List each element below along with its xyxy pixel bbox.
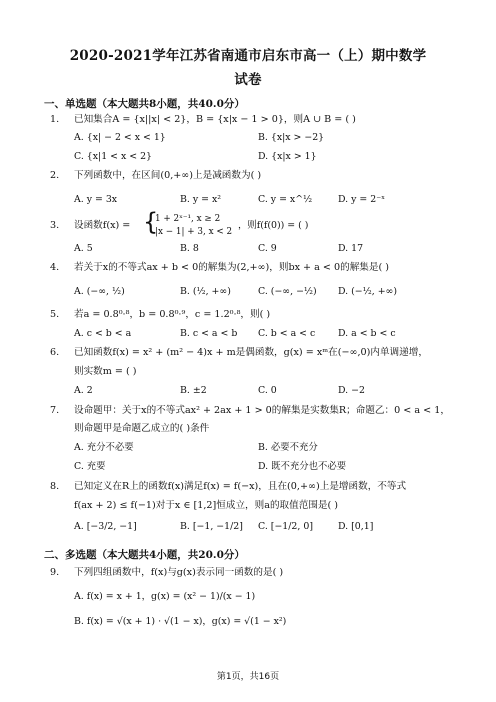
option: C. [−1/2, 0]	[258, 521, 313, 532]
option: B. c < a < b	[180, 328, 238, 339]
option: C. 充要	[74, 461, 106, 472]
option: A. 充分不必要	[74, 442, 134, 453]
question-number: 8.	[50, 481, 60, 492]
option: C. 9	[258, 243, 277, 254]
option: D. [0,1]	[338, 521, 374, 532]
option: C. {x|1 < x < 2}	[74, 151, 153, 162]
question-stem: 设函数f(x) =	[74, 220, 131, 231]
option: B. 必要不充分	[258, 442, 318, 453]
doc-title-line1: 2020-2021学年江苏省南通市启东市高一（上）期中数学	[69, 48, 427, 64]
option: D. y = 2⁻ˣ	[338, 194, 386, 205]
question-stem: 已知函数f(x) = x² + (m² − 4)x + m是偶函数，g(x) = xᵐ在(−∞,0)内单调递增，	[74, 347, 428, 358]
option: A. y = 3x	[74, 194, 118, 205]
question-number: 6.	[50, 347, 60, 358]
option: C. b < a < c	[258, 328, 316, 339]
option: A. 2	[74, 385, 93, 396]
section-heading-single-choice: 一、单选题（本大题共8小题，共40.0分）	[44, 98, 245, 110]
question-stem: 已知定义在R上的函数f(x)满足f(x) = f(−x)，且在(0,+∞)上是增函数，不等式	[74, 481, 407, 492]
section-heading-multi-choice: 二、多选题（本大题共4小题，共20.0分）	[44, 549, 245, 561]
option: A. 5	[74, 243, 93, 254]
question-number: 4.	[50, 262, 60, 273]
option: B. ±2	[180, 385, 207, 396]
question-stem-cont: f(ax + 2) ≤ f(−1)对于x ∈ [1,2]恒成立，则a的取值范围是( )	[74, 500, 339, 511]
question-stem-cont: 则命题甲是命题乙成立的( )条件	[74, 423, 210, 434]
piecewise-case: |x − 1| + 3, x < 2	[155, 227, 233, 237]
option: A. f(x) = x + 1，g(x) = (x² − 1)/(x − 1)	[74, 591, 256, 602]
question-stem-cont: 则实数m = ( )	[74, 366, 137, 377]
option: C. (−∞, −½)	[258, 286, 317, 297]
option: D. 17	[338, 243, 364, 254]
option: A. {x| − 2 < x < 1}	[74, 132, 166, 143]
option: D. −2	[338, 385, 365, 396]
question-stem: 下列四组函数中，f(x)与g(x)表示同一函数的是( )	[74, 567, 284, 578]
question-number: 2.	[50, 170, 60, 181]
option: D. (−½, +∞)	[338, 286, 398, 297]
question-stem: 下列函数中，在区间(0,+∞)上是减函数为( )	[74, 170, 262, 181]
option: A. (−∞, ½)	[74, 286, 125, 297]
question-number: 5.	[50, 309, 60, 320]
question-stem: 若a = 0.8⁰·⁸，b = 0.8⁰·⁹，c = 1.2⁰·⁸，则( )	[74, 309, 271, 320]
option: B. (½, +∞)	[180, 286, 231, 297]
question-stem-tail: ，则f(f(0)) = ( )	[238, 220, 309, 231]
option: B. {x|x > −2}	[258, 132, 325, 143]
option: C. 0	[258, 385, 277, 396]
option: B. f(x) = √(x + 1) · √(1 − x)，g(x) = √(1 − x²)	[74, 616, 287, 627]
option: D. 既不充分也不必要	[258, 461, 347, 472]
option: A. c < b < a	[74, 328, 132, 339]
piecewise-brace: {	[143, 208, 159, 236]
option: B. 8	[180, 243, 199, 254]
question-stem: 若关于x的不等式ax + b < 0的解集为(2,+∞)，则bx + a < 0的解集是( )	[74, 262, 390, 273]
question-number: 7.	[50, 405, 60, 416]
option: D. {x|x > 1}	[258, 151, 317, 162]
option: D. a < b < c	[338, 328, 396, 339]
option: C. y = x^½	[258, 194, 313, 205]
option: B. y = x²	[180, 194, 222, 205]
piecewise-case: 1 + 2ˣ⁻¹, x ≥ 2	[155, 214, 221, 224]
question-number: 3.	[50, 220, 60, 231]
question-number: 9.	[50, 567, 60, 578]
question-stem: 已知集合A = {x||x| < 2}，B = {x|x − 1 > 0}，则A ∪ B = ( )	[74, 114, 356, 125]
question-stem: 设命题甲：关于x的不等式ax² + 2ax + 1 > 0的解集是实数集R；命题乙：0 < a < 1，	[74, 405, 450, 416]
question-number: 1.	[50, 114, 60, 125]
option: B. [−1, −1/2]	[180, 521, 243, 532]
option: A. [−3/2, −1]	[74, 521, 137, 532]
page-footer: 第1页，共16页	[216, 672, 280, 682]
doc-title-line2: 试卷	[234, 72, 262, 88]
